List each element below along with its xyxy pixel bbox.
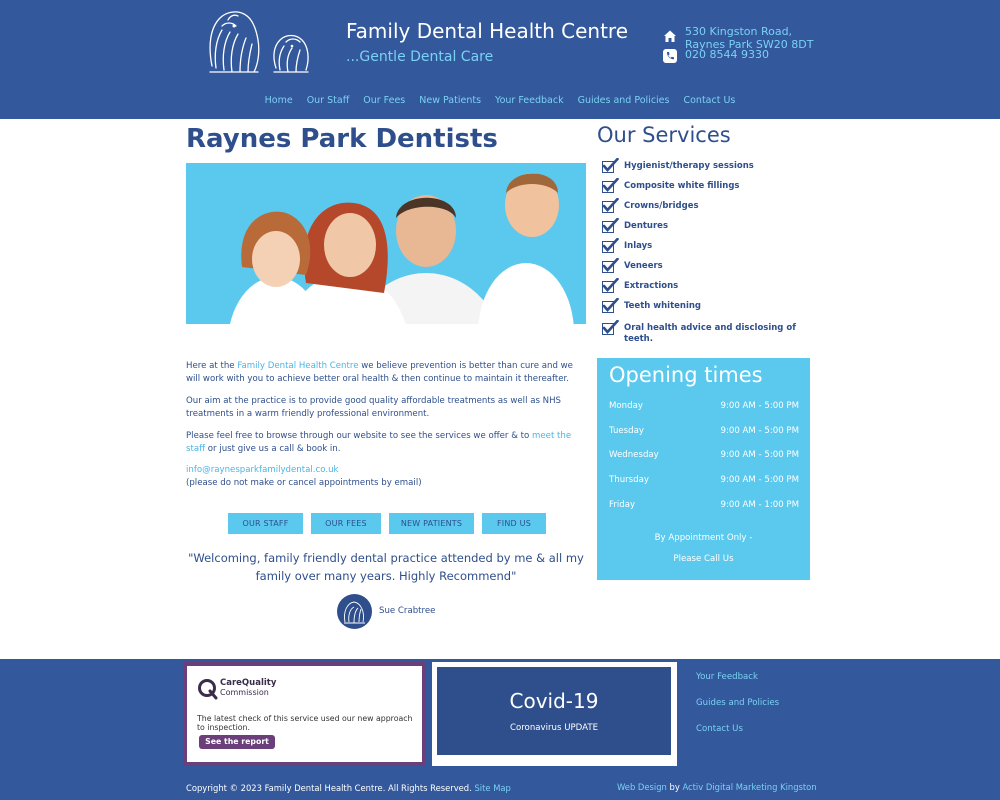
checkbox-tick-icon (602, 238, 619, 254)
nav-home[interactable]: Home (264, 95, 293, 106)
day-label: Tuesday (609, 426, 644, 436)
testimonial-quote: "Welcoming, family friendly dental practice attended by me & all my family over many years. Highly Recommend" (188, 551, 584, 583)
day-label: Thursday (609, 475, 649, 485)
covid-subtitle: Coronavirus UPDATE (509, 723, 599, 733)
nav-contact-us[interactable]: Contact Us (683, 95, 736, 106)
main-nav (0, 95, 1000, 106)
hours-value: 9:00 AM - 5:00 PM (720, 426, 799, 436)
service-label: Hygienist/therapy sessions (624, 161, 754, 171)
hours-value: 9:00 AM - 5:00 PM (720, 450, 799, 460)
service-label: Teeth whitening (624, 301, 702, 311)
nav-our-staff[interactable]: Our Staff (306, 95, 350, 106)
checkbox-tick-icon (602, 158, 619, 174)
service-label: Dentures (624, 221, 669, 231)
intro-paragraph-2: Our aim at the practice is to provide good quality affordable treatments as well as NHS treatments in a warm friendly professional environment. (186, 396, 562, 419)
service-label: Veneers (624, 261, 663, 271)
address-line2: Raynes Park SW20 8DT (685, 38, 814, 51)
checkbox-tick-icon (602, 198, 619, 214)
intro-p1-text: Here at the (186, 361, 238, 371)
sheepdog-logo[interactable] (204, 6, 314, 78)
opening-times-title: Opening times (609, 363, 763, 387)
service-label: Oral health advice and disclosing of teeth. (624, 323, 796, 344)
agency-link[interactable]: Activ Digital Marketing Kingston (682, 782, 817, 792)
nav-new-patients[interactable]: New Patients (419, 95, 482, 106)
checkbox-tick-icon (602, 178, 619, 194)
site-header (0, 0, 1000, 119)
service-label: Extractions (624, 281, 679, 291)
see-report-button[interactable]: See the report (199, 735, 275, 749)
site-tagline: ...Gentle Dental Care (346, 49, 494, 65)
phone-number[interactable]: 020 8544 9330 (685, 48, 769, 61)
call-us-note: Please Call Us (673, 554, 734, 564)
covid-banner-body (437, 667, 671, 755)
day-label: Wednesday (609, 450, 659, 460)
sitemap-link[interactable]: Site Map (474, 783, 511, 793)
page-title: Raynes Park Dentists (186, 124, 498, 154)
appointment-note: By Appointment Only - (654, 533, 753, 543)
nav-guides-policies[interactable]: Guides and Policies (577, 95, 670, 106)
service-label: Crowns/bridges (624, 201, 699, 211)
find-us-button[interactable]: FIND US (482, 513, 546, 534)
covid-update-banner[interactable] (432, 662, 677, 766)
day-label: Friday (609, 500, 636, 510)
copyright-text: Copyright © 2023 Family Dental Health Centre. All Rights Reserved. (186, 783, 475, 793)
service-label: Inlays (624, 241, 653, 251)
nav-our-fees[interactable]: Our Fees (363, 95, 406, 106)
our-staff-button[interactable]: OUR STAFF (228, 513, 303, 534)
intro-paragraph-1 (186, 360, 586, 386)
site-title: Family Dental Health Centre (346, 19, 629, 43)
cqc-widget[interactable] (183, 662, 426, 766)
web-credit (617, 782, 817, 792)
address-line1: 530 Kingston Road, (685, 25, 793, 38)
email-link[interactable]: info@raynesparkfamilydental.co.uk (186, 465, 339, 475)
opening-times-panel (597, 358, 810, 580)
cqc-inspection-text: The latest check of this service used our new approach to inspection. (197, 714, 413, 732)
intro-text (186, 360, 586, 490)
cqc-name: CareQuality (220, 678, 277, 688)
nav-your-feedback[interactable]: Your Feedback (495, 95, 564, 106)
phone-icon (662, 48, 678, 64)
family-hero-image (186, 163, 586, 324)
intro-p1-text-end: we believe prevention is better than cure and we will work with you to achieve better oral health & then continue to maintain it thereafter. (186, 361, 573, 384)
footer-link-contact[interactable]: Contact Us (696, 724, 743, 734)
quick-links (228, 513, 554, 534)
meet-staff-link[interactable]: meet the staff (186, 431, 572, 454)
checkbox-tick-icon (602, 320, 619, 336)
footer-link-feedback[interactable]: Your Feedback (696, 672, 759, 682)
hours-value: 9:00 AM - 5:00 PM (720, 401, 799, 411)
checkbox-tick-icon (602, 298, 619, 314)
our-fees-button[interactable]: OUR FEES (311, 513, 381, 534)
intro-p3-text: Please feel free to browse through our website to see the services we offer & to (186, 431, 532, 441)
cqc-widget-body (187, 666, 422, 762)
copyright (186, 783, 511, 793)
cqc-logo-icon (197, 678, 219, 700)
intro-p3-text-end: or just give us a call & book in. (205, 444, 341, 454)
web-design-link[interactable]: Web Design (617, 782, 667, 792)
service-label: Composite white fillings (624, 181, 740, 191)
services-title: Our Services (597, 123, 731, 147)
cqc-subname: Commission (220, 688, 269, 697)
avatar (337, 594, 372, 629)
practice-link[interactable]: Family Dental Health Centre (237, 361, 359, 371)
intro-paragraph-3 (186, 430, 586, 456)
credit-by: by (666, 782, 683, 792)
checkbox-tick-icon (602, 258, 619, 274)
checkbox-tick-icon (602, 218, 619, 234)
home-icon (662, 28, 678, 44)
checkbox-tick-icon (602, 278, 619, 294)
footer-link-guides[interactable]: Guides and Policies (696, 698, 780, 708)
new-patients-button[interactable]: NEW PATIENTS (389, 513, 474, 534)
hours-value: 9:00 AM - 1:00 PM (720, 500, 799, 510)
covid-title: Covid-19 (509, 689, 599, 713)
email-note: (please do not make or cancel appointments by email) (186, 478, 422, 488)
testimonial-author: Sue Crabtree (379, 606, 436, 616)
day-label: Monday (609, 401, 643, 411)
hours-value: 9:00 AM - 5:00 PM (720, 475, 799, 485)
